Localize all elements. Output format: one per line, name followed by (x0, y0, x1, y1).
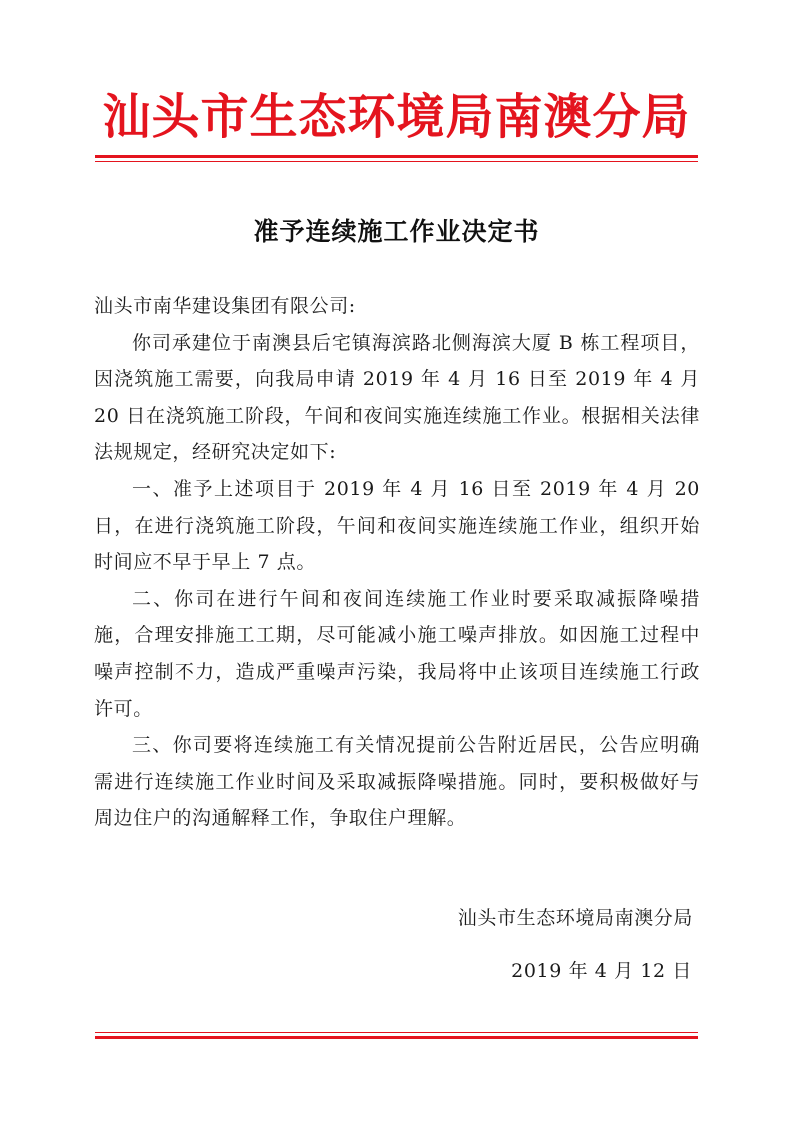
signature-date: 2019 年 4 月 12 日 (511, 960, 692, 982)
footer-red-rule-thick (95, 1036, 698, 1039)
footer-red-rule-thin (95, 1032, 698, 1033)
letterhead-issuer: 汕头市生态环境局南澳分局 (102, 89, 691, 145)
signature-issuer: 汕头市生态环境局南澳分局 (457, 907, 693, 929)
letterhead-red-rule-thick (95, 155, 698, 158)
letterhead-red-rule-thin (95, 161, 698, 162)
body-paragraph-item-2: 二、你司在进行午间和夜间连续施工作业时要采取减振降噪措施，合理安排施工工期，尽可能减小施工噪声排放。如因施工过程中噪声控制不力，造成严重噪声污染，我局将中止该项目连续施工行政许可。 (94, 587, 700, 720)
body-paragraph-item-3: 三、你司要将连续施工有关情况提前公告附近居民，公告应明确需进行连续施工作业时间及采取减振降噪措施。同时，要积极做好与周边住户的沟通解释工作，争取住户理解。 (94, 734, 700, 830)
addressee: 汕头市南华建设集团有限公司: (94, 295, 356, 317)
body-paragraph-intro: 你司承建位于南澳县后宅镇海滨路北侧海滨大厦 B 栋工程项目，因浇筑施工需要，向我局申请 2019 年 4 月 16 日至 2019 年 4 月 20 日在浇筑施工阶段，午间和夜间实施连续施工作业。根据相关法律法规规定，经研究决定如下: (94, 331, 700, 464)
document-body (94, 288, 700, 837)
body-paragraph-item-1: 一、准予上述项目于 2019 年 4 月 16 日至 2019 年 4 月 20 日，在进行浇筑施工阶段，午间和夜间实施连续施工作业，组织开始时间应不早于早上 7 点。 (94, 477, 700, 574)
document-title: 准予连续施工作业决定书 (253, 217, 540, 246)
